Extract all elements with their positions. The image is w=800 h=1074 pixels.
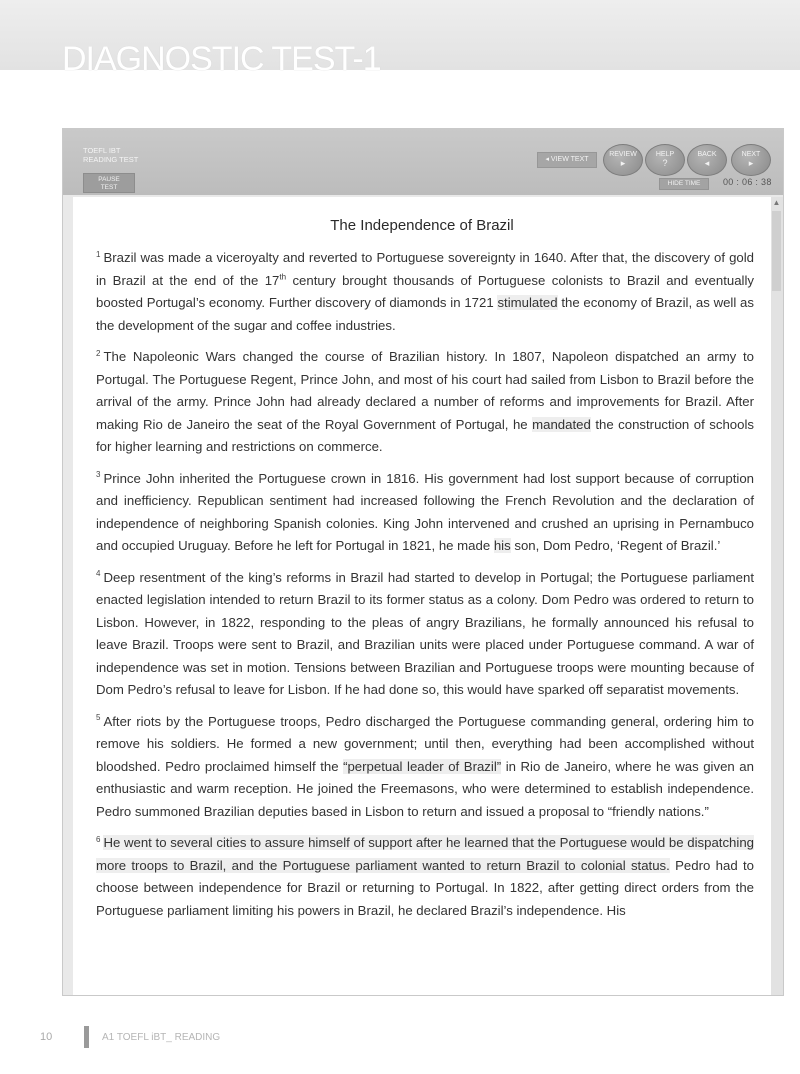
- back-label: BACK: [697, 151, 717, 158]
- pause-label-line2: TEST: [100, 184, 118, 191]
- paragraph-6: [96, 832, 754, 922]
- hide-time-button[interactable]: HIDE TIME: [659, 178, 709, 190]
- next-button[interactable]: [731, 144, 771, 176]
- paragraph-text: The Napoleonic Wars changed the course of Brazilian history. In 1807, Napoleon dispatched an army to Portugal. The Portuguese Regent, Prince John, and most of his court had sailed from Lisbon to Brazil before the arrival of the army. Prince John had already declared a number of reforms and improvements for Brazil. After making Rio de Janeiro the seat of the Royal Government of Portugal, he: [96, 349, 754, 432]
- scrollbar[interactable]: [771, 197, 783, 995]
- passage-content: [73, 197, 771, 995]
- toolbar: [63, 129, 783, 195]
- paragraph-text: century brought thousands of Portuguese colonists to Brazil and eventually boosted Portugal’s economy. Further discovery of diamonds in 1721: [96, 272, 754, 310]
- scroll-thumb[interactable]: [772, 211, 781, 291]
- next-label: NEXT: [741, 151, 761, 158]
- paragraph-3: [96, 468, 754, 558]
- scroll-up-arrow-icon[interactable]: ▲: [772, 198, 781, 207]
- paragraph-text: Deep resentment of the king’s reforms in Brazil had started to develop in Portugal; the Portuguese parliament enacted legislation intended to return Brazil to its former status as a colony. Dom Pedro was ordered to return to Lisbon. However, in 1822, responding to the pleas of angry Brazilians, he formally announced his refusal to leave Brazil. Troops were sent to Brazil, and Brazilian units were placed under Portuguese command. A war of independence was set in motion. Tensions between Brazilian and Portuguese troops were mounting because of Dom Pedro’s refusal to leave for Lisbon. If he had done so, this would have sparked off separatist movements.: [96, 569, 754, 697]
- page-header-title: DIAGNOSTIC TEST-1: [62, 40, 381, 78]
- paragraph-text: in Rio de Janeiro, where he was given an enthusiastic and warm reception. He joined the Freemasons, who were determined to establish independence. Pedro summoned Brazilian deputies based in Lisbon to return and issued a proposal to “friendly nations.”: [96, 758, 754, 819]
- review-label: REVIEW: [609, 151, 637, 158]
- page-number: 10: [40, 1031, 53, 1043]
- help-icon: ?: [662, 158, 668, 168]
- review-icon: ▸: [620, 158, 626, 168]
- paragraph-number: 2: [96, 348, 101, 358]
- passage-text: [96, 247, 754, 931]
- view-text-button[interactable]: [537, 152, 597, 168]
- superscript: th: [279, 272, 287, 282]
- footer-divider: [84, 1026, 89, 1048]
- paragraph-text: Brazil was made a viceroyalty and reverted to Portuguese sovereignty in 1640. After that, the discovery of gold in Brazil at the end of the 17: [96, 250, 754, 288]
- book-name: A1 TOEFL iBT_ READING: [102, 1032, 221, 1043]
- view-text-icon: ◂: [545, 156, 551, 163]
- paragraph-5: [96, 711, 754, 824]
- paragraph-text: the construction of schools for higher learning and restrictions on commerce.: [96, 416, 754, 454]
- paragraph-number: 5: [96, 713, 101, 723]
- help-label: HELP: [655, 151, 675, 158]
- paragraph-text: Pedro had to choose between independence for Brazil or returning to Portugal. In 1822, after getting direct orders from the Portuguese parliament limiting his powers in Brazil, he declared Brazil’s independence. His: [96, 857, 754, 918]
- paragraph-4: [96, 567, 754, 702]
- highlighted-word[interactable]: mandated: [532, 416, 591, 432]
- highlighted-word[interactable]: his: [493, 538, 511, 553]
- paragraph-2: [96, 346, 754, 459]
- back-button[interactable]: [687, 144, 727, 176]
- highlighted-phrase[interactable]: “perpetual leader of Brazil”: [343, 758, 502, 774]
- paragraph-number: 3: [96, 470, 101, 480]
- paragraph-1: [96, 247, 754, 337]
- arrow-left-icon: ◂: [704, 158, 710, 168]
- test-label-line1: TOEFL IBT: [83, 146, 121, 155]
- paragraph-text: the economy of Brazil, as well as the development of the sugar and coffee industries.: [96, 295, 754, 333]
- help-button[interactable]: [645, 144, 685, 176]
- paragraph-text: son, Dom Pedro, ‘Regent of Brazil.’: [510, 538, 721, 553]
- test-window: [62, 128, 784, 996]
- passage-title: The Independence of Brazil: [330, 217, 514, 234]
- paragraph-number: 4: [96, 569, 101, 579]
- timer: 00 : 06 : 38: [723, 177, 772, 187]
- paragraph-text: After riots by the Portuguese troops, Pedro discharged the Portuguese commanding general, ordering him to remove his soldiers. He formed a new government; until then, everything had been accomplished without bloodshed. Pedro proclaimed himself the: [96, 713, 754, 774]
- review-button[interactable]: [603, 144, 643, 176]
- test-label: [83, 146, 138, 164]
- paragraph-text: Prince John inherited the Portuguese crown in 1816. His government had lost support because of corruption and inefficiency. Republican sentiment had increased following the French Revolution and the declaration of independence of neighboring Spanish colonies. King John intervened and crushed an uprising in Pernambuco and occupied Uruguay. Before he left for Portugal in 1821, he made: [96, 470, 754, 553]
- test-label-line2: READING TEST: [83, 155, 139, 164]
- highlighted-word[interactable]: stimulated: [497, 295, 558, 310]
- paragraph-number: 6: [96, 834, 101, 844]
- paragraph-number: 1: [96, 249, 101, 259]
- pause-label-line1: PAUSE: [98, 176, 120, 183]
- pause-test-button[interactable]: [83, 173, 135, 193]
- view-text-label: VIEW TEXT: [550, 156, 589, 163]
- highlighted-sentence[interactable]: He went to several cities to assure himself of support after he learned that the Portuguese would be dispatching more troops to Brazil, and the Portuguese parliament wanted to return Brazil to colonial status.: [96, 835, 754, 873]
- arrow-right-icon: ▸: [748, 158, 754, 168]
